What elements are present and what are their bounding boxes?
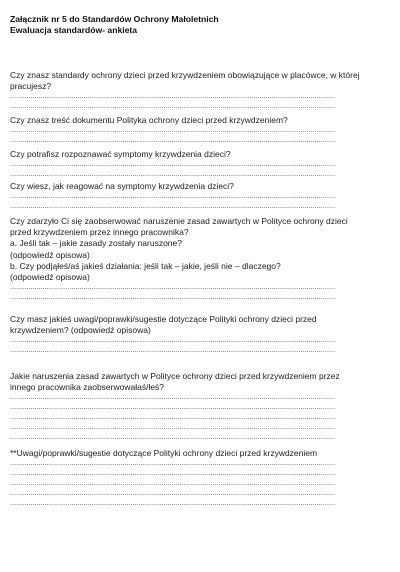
question-text-line: przed krzywdzeniem przez innego pracownika?: [10, 227, 189, 238]
question-text-line: Jakie naruszenia zasad zawartych w Polityce ochrony dzieci przed krzywdzeniem przez: [10, 371, 340, 381]
document-header: [10, 14, 219, 36]
question-text-line: pracujesz?: [10, 81, 52, 92]
answer-line[interactable]: ...............................................................................................................................................................: [10, 347, 336, 355]
question-text-line: Czy zdarzyło Ci się zaobserwować naruszenie zasad zawartych w Polityce ochrony dzieci: [10, 216, 348, 226]
question-text-line: Czy potrafisz rozpoznawać symptomy krzywdzenia dzieci?: [10, 149, 231, 159]
question-1: [10, 70, 360, 112]
question-text-line: a. Jeśli tak – jakie zasady zostały naruszone?: [10, 238, 182, 249]
question-text-line: b. Czy podjąłeś/aś jakieś działania: jeśli tak – jakie, jeśli nie – dlaczego?: [10, 260, 281, 271]
question-8: [10, 448, 350, 509]
answer-line[interactable]: ...............................................................................................................................................................: [10, 103, 336, 111]
question-2: [10, 115, 350, 146]
answer-line[interactable]: ...............................................................................................................................................................: [10, 424, 336, 432]
question-text-line: Czy znasz treść dokumentu Polityka ochrony dzieci przed krzywdzeniem?: [10, 115, 288, 125]
answer-line[interactable]: ...............................................................................................................................................................: [10, 470, 336, 478]
question-text-line: (odpowiedź opisowa): [10, 272, 90, 283]
question-5: [10, 216, 350, 303]
answer-line[interactable]: ...............................................................................................................................................................: [10, 203, 336, 211]
document-subtitle: Ewaluacja standardów- ankieta: [10, 25, 138, 35]
answer-line[interactable]: ...............................................................................................................................................................: [10, 193, 336, 201]
document-title: Załącznik nr 5 do Standardów Ochrony Małoletnich: [10, 14, 219, 24]
answer-line[interactable]: ...............................................................................................................................................................: [10, 460, 336, 468]
answer-line[interactable]: ...............................................................................................................................................................: [10, 434, 336, 442]
question-text-line: (odpowiedź opisowa): [10, 249, 90, 260]
question-6: [10, 314, 350, 356]
question-text-line: krzywdzeniem? (odpowiedź opisowa): [10, 325, 151, 336]
answer-line[interactable]: ...............................................................................................................................................................: [10, 414, 336, 422]
answer-line[interactable]: ...............................................................................................................................................................: [10, 294, 336, 302]
answer-line[interactable]: ...............................................................................................................................................................: [10, 161, 336, 169]
question-4: [10, 181, 350, 212]
answer-line[interactable]: ...............................................................................................................................................................: [10, 480, 336, 488]
answer-line[interactable]: ...............................................................................................................................................................: [10, 337, 336, 345]
answer-line[interactable]: ...............................................................................................................................................................: [10, 284, 336, 292]
answer-line[interactable]: ...............................................................................................................................................................: [10, 93, 336, 101]
answer-line[interactable]: ...............................................................................................................................................................: [10, 127, 336, 135]
answer-line[interactable]: ...............................................................................................................................................................: [10, 500, 336, 508]
question-3: [10, 149, 350, 180]
answer-line[interactable]: ...............................................................................................................................................................: [10, 137, 336, 145]
question-text-line: **Uwagi/poprawki/sugestie dotyczące Polityki ochrony dzieci przed krzywdzeniem: [10, 448, 318, 458]
answer-line[interactable]: ...............................................................................................................................................................: [10, 404, 336, 412]
question-7: [10, 371, 350, 443]
answer-line[interactable]: ...............................................................................................................................................................: [10, 171, 336, 179]
question-text-line: Czy wiesz, jak reagować na symptomy krzywdzenia dzieci?: [10, 181, 234, 191]
question-text-line: innego pracownika zaobserwowałaś/łeś?: [10, 382, 165, 393]
answer-line[interactable]: ...............................................................................................................................................................: [10, 394, 336, 402]
question-text-line: Czy znasz standardy ochrony dzieci przed krzywdzeniem obowiązujące w placówce, w której: [10, 70, 360, 80]
answer-line[interactable]: ...............................................................................................................................................................: [10, 490, 336, 498]
question-text-line: Czy masz jakieś uwagi/poprawki/sugestie dotyczące Polityki ochrony dzieci przed: [10, 314, 317, 324]
